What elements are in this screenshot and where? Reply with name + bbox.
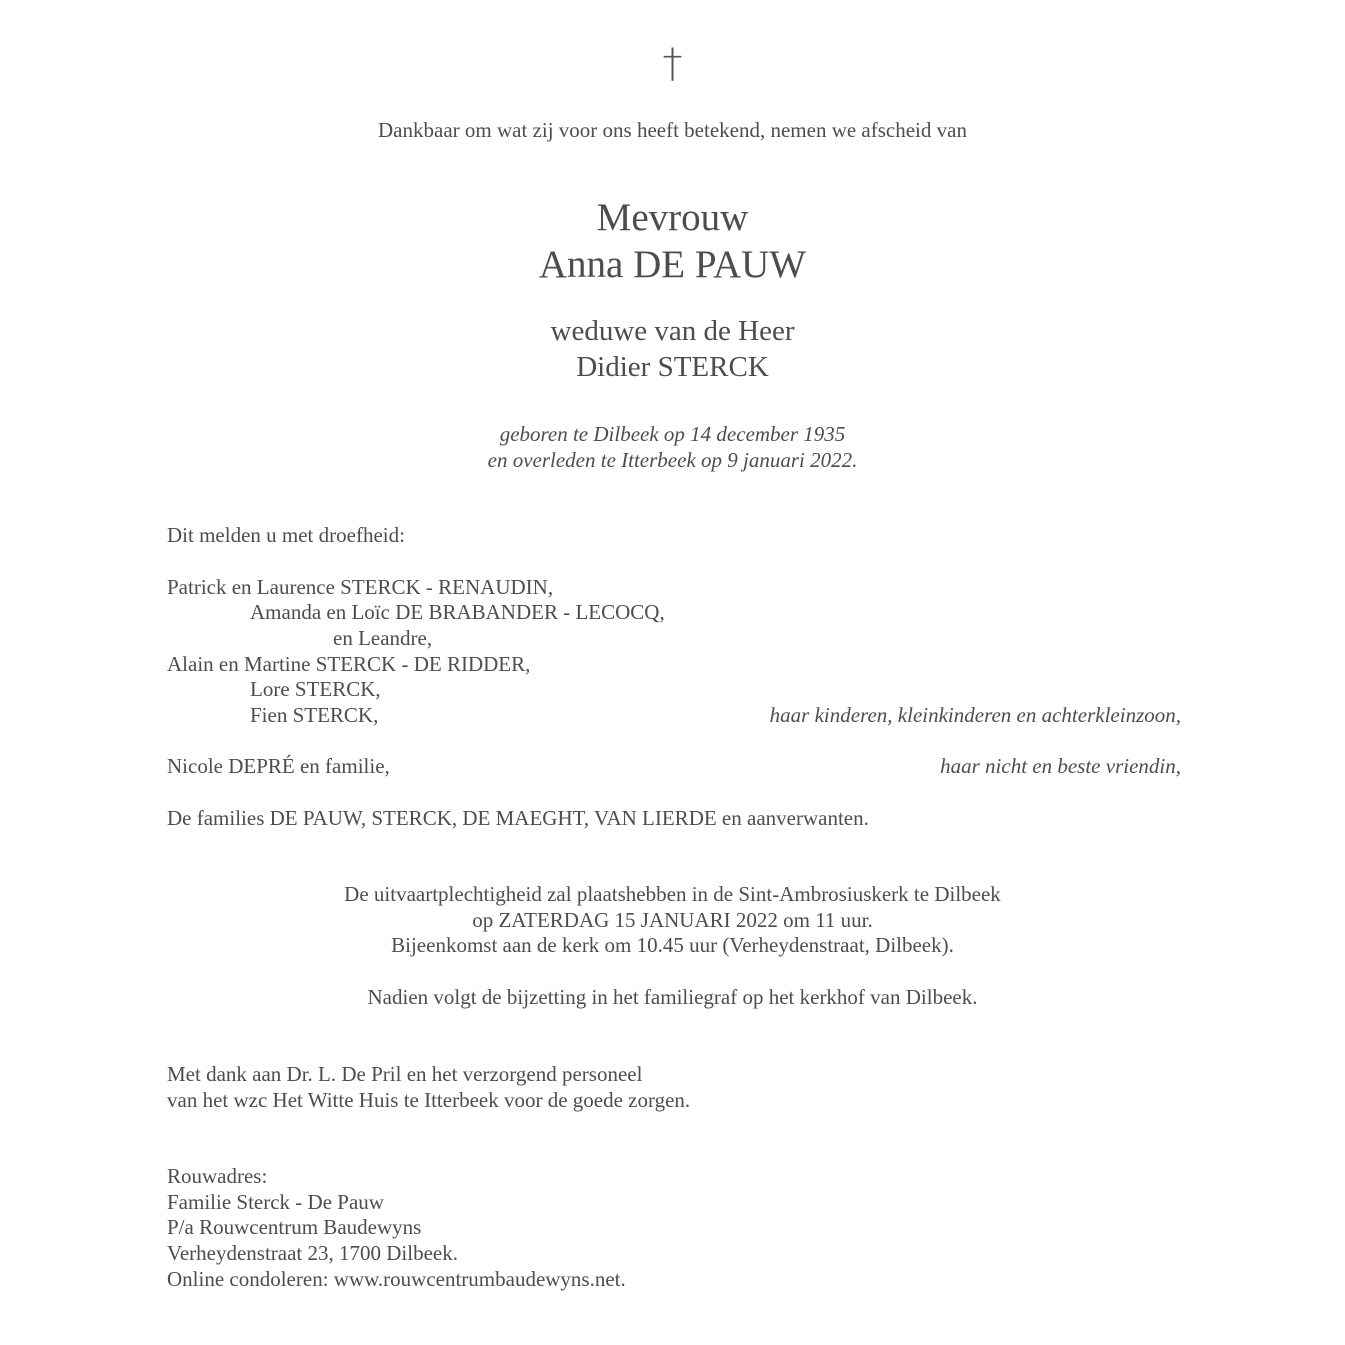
funeral-line: Bijeenkomst aan de kerk om 10.45 uur (Verheydenstraat, Dilbeek). [391,933,954,957]
family-line: en Leandre, [333,626,433,650]
birth-info: geboren te Dilbeek op 14 december 1935 [499,422,846,446]
deceased-name: Anna DE PAUW [538,243,807,286]
death-info: en overleden te Itterbeek op 9 januari 2022. [487,448,858,472]
address-label: Rouwadres: [167,1164,268,1188]
relation-text: weduwe van de Heer [550,315,795,347]
address-line: P/a Rouwcentrum Baudewyns [167,1215,422,1239]
cross-icon: † [662,41,683,87]
spouse-name: Didier STERCK [576,351,769,383]
family-line: Alain en Martine STERCK - DE RIDDER, [167,652,531,676]
burial-line: Nadien volgt de bijzetting in het familiegraf op het kerkhof van Dilbeek. [367,985,978,1009]
niece-line: Nicole DEPRÉ en familie, [167,754,390,778]
address-line: Verheydenstraat 23, 1700 Dilbeek. [167,1241,458,1265]
funeral-line: De uitvaartplechtigheid zal plaatshebben in de Sint-Ambrosiuskerk te Dilbeek [344,882,1001,906]
intro-text: Dankbaar om wat zij voor ons heeft betekend, nemen we afscheid van [378,118,967,142]
deceased-title: Mevrouw [596,196,749,239]
address-line: Familie Sterck - De Pauw [167,1190,384,1214]
family-line: Fien STERCK, [250,703,379,727]
announce-text: Dit melden u met droefheid: [167,523,405,547]
condolence-line: Online condoleren: www.rouwcentrumbaudewyns.net. [167,1267,626,1291]
family-line: Amanda en Loïc DE BRABANDER - LECOCQ, [250,600,665,624]
niece-label: haar nicht en beste vriendin, [940,754,1181,778]
families-line: De families DE PAUW, STERCK, DE MAEGHT, VAN LIERDE en aanverwanten. [167,806,869,830]
thanks-line: van het wzc Het Witte Huis te Itterbeek voor de goede zorgen. [167,1088,691,1112]
family-line: Lore STERCK, [250,677,381,701]
children-label: haar kinderen, kleinkinderen en achterkleinzoon, [769,703,1181,727]
thanks-line: Met dank aan Dr. L. De Pril en het verzorgend personeel [167,1062,643,1086]
family-line: Patrick en Laurence STERCK - RENAUDIN, [167,575,554,599]
funeral-line: op ZATERDAG 15 JANUARI 2022 om 11 uur. [472,908,873,932]
